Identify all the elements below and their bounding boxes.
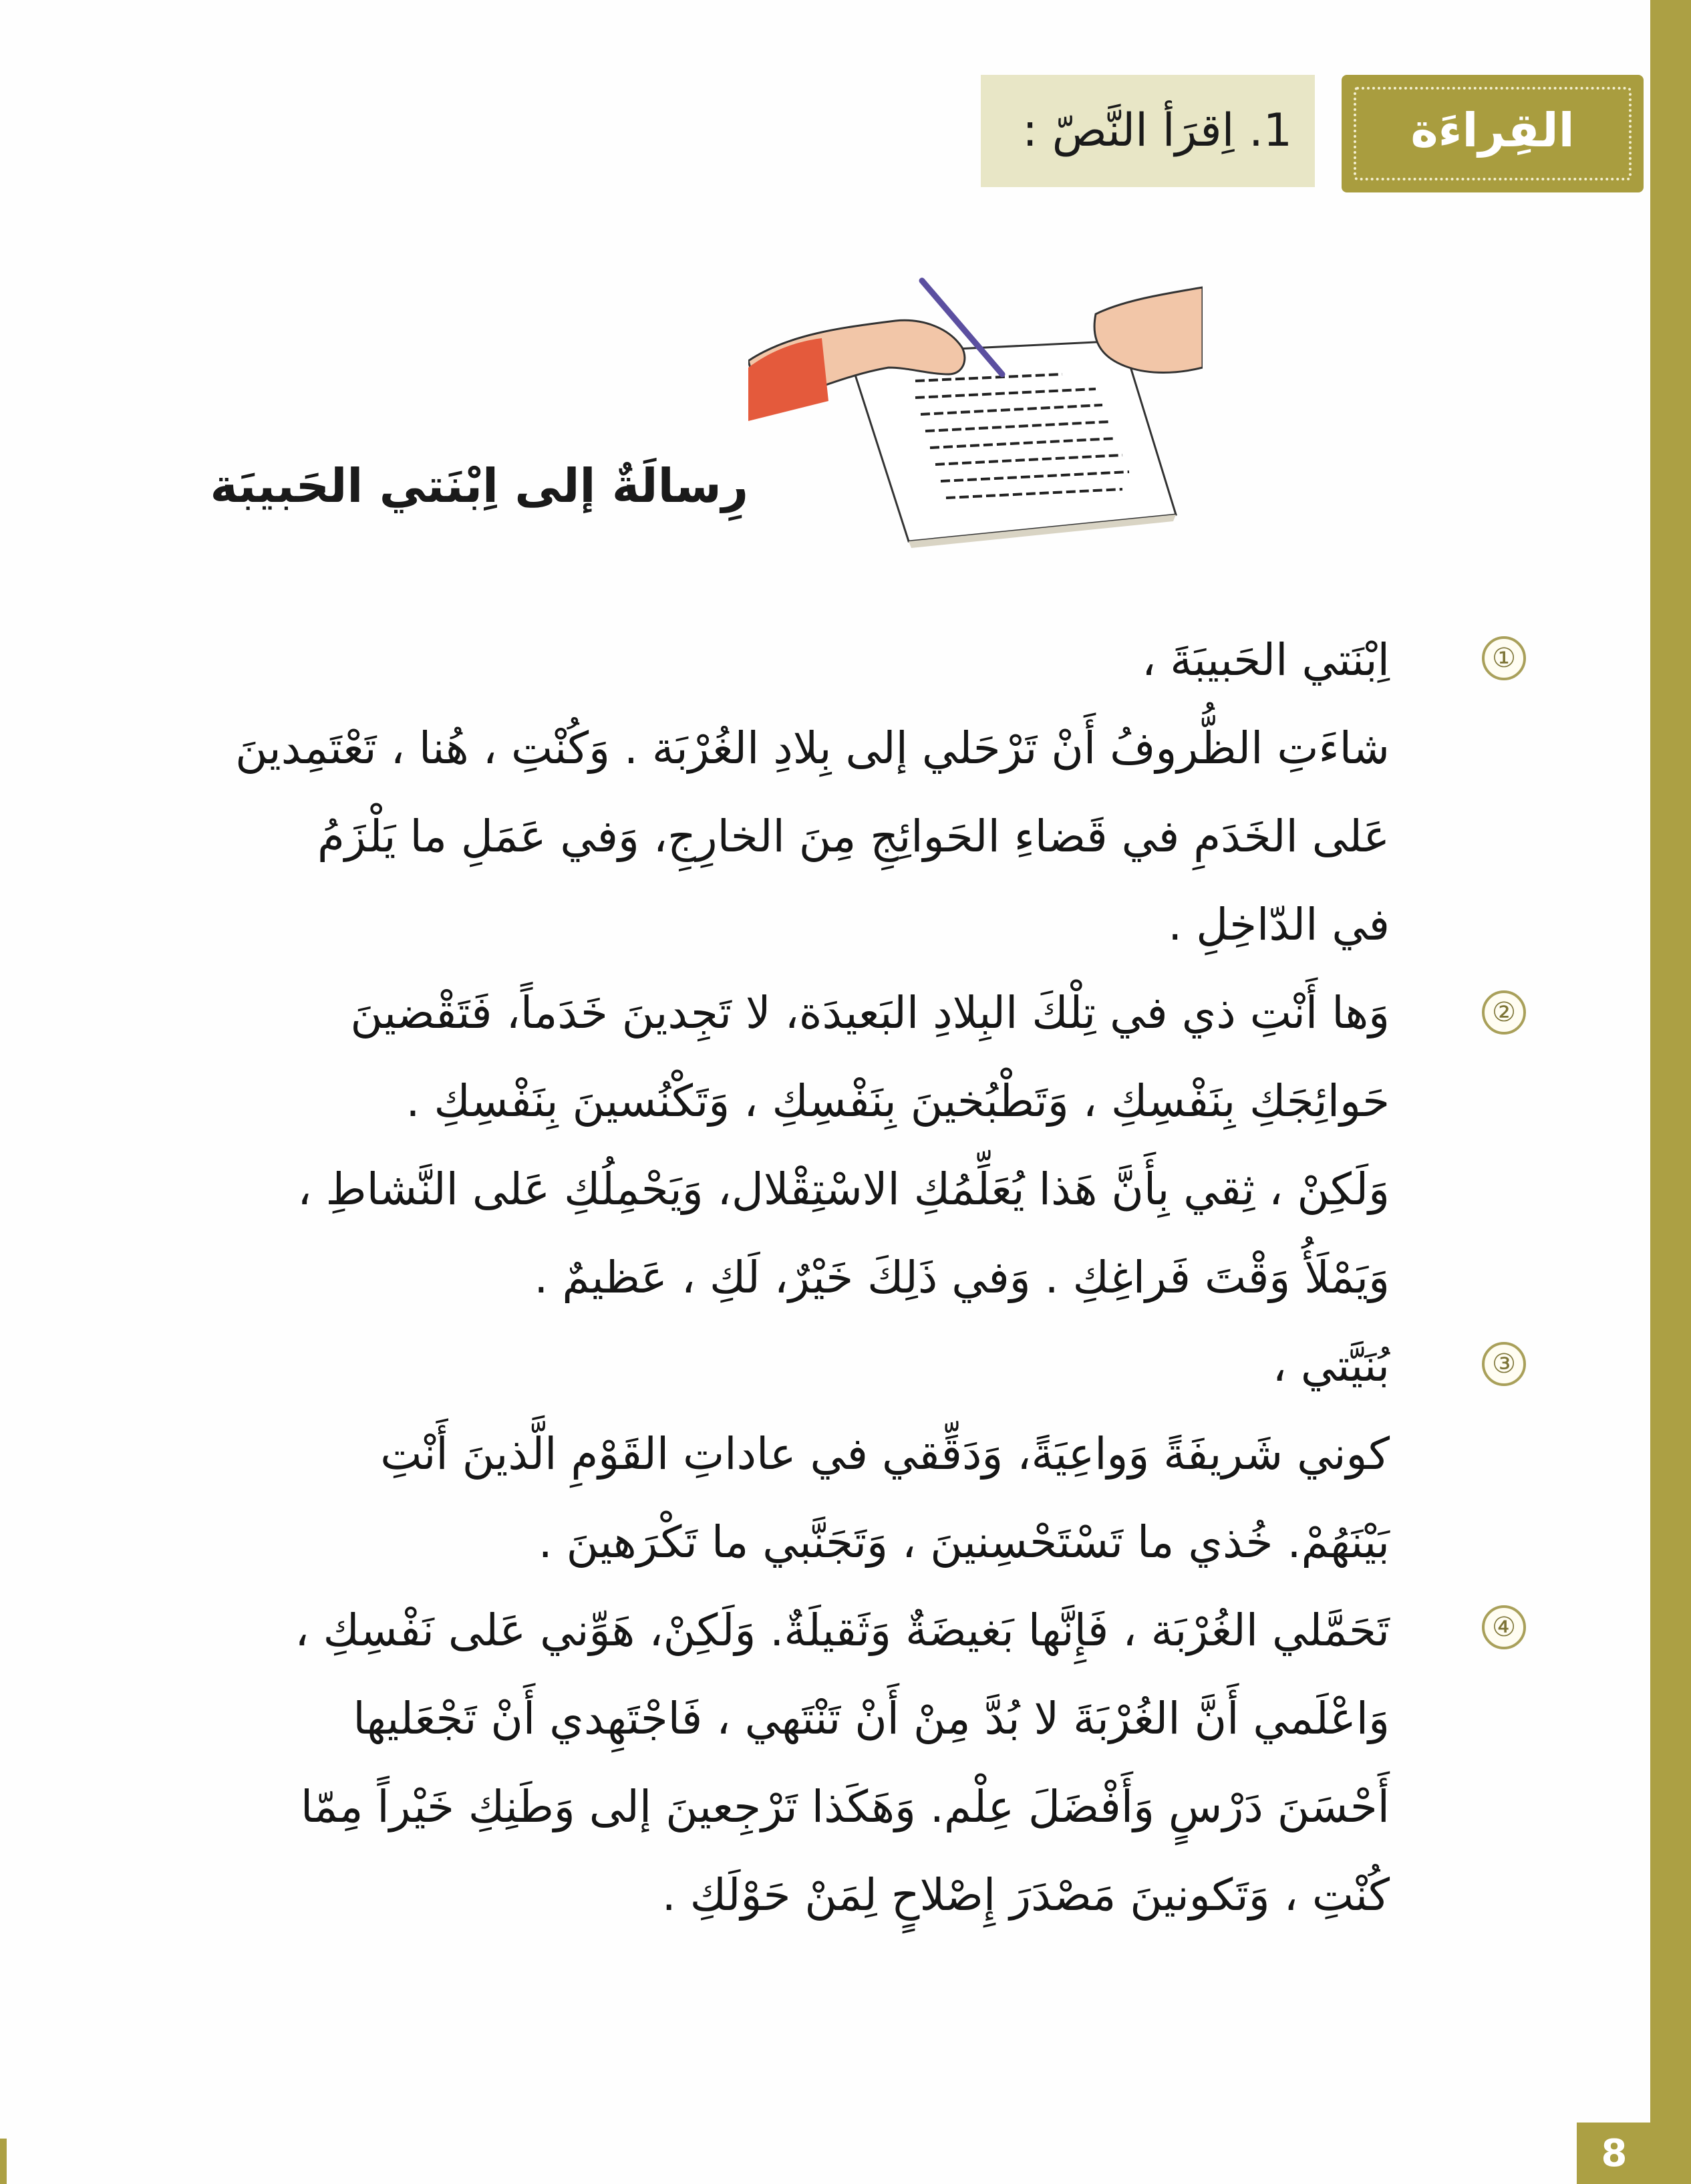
page-number bbox=[1577, 2123, 1652, 2184]
right-margin-bar bbox=[1650, 0, 1691, 2184]
text-line: كُنْتِ ، وَتَكونينَ مَصْدَرَ إِصْلاحٍ لِمَنْ حَوْلَكِ . bbox=[661, 1869, 1390, 1921]
paragraph-number-2: ② bbox=[1482, 990, 1526, 1035]
text-line: وَيَمْلَأُ وَقْتَ فَراغِكِ . وَفي ذَلِكَ خَيْرٌ، لَكِ ، عَظيمٌ . bbox=[534, 1252, 1390, 1303]
text-line: تَحَمَّلي الغُرْبَة ، فَإِنَّها بَغيضَةٌ وَثَقيلَةٌ. وَلَكِنْ، هَوِّني عَلى نَفْسِكِ ، bbox=[295, 1605, 1390, 1656]
text-line: وَها أَنْتِ ذي في تِلْكَ البِلادِ البَعيدَة، لا تَجِدينَ خَدَماً، فَتَقْضينَ bbox=[350, 987, 1390, 1039]
text-line: أَحْسَنَ دَرْسٍ وَأَفْضَلَ عِلْم. وَهَكَذا تَرْجِعينَ إلى وَطَنِكِ خَيْراً مِمّا bbox=[300, 1781, 1390, 1832]
instruction-text: 1. اِقرَأ النَّصّ : bbox=[1022, 104, 1292, 157]
text-line: بَيْنَهُمْ. خُذي ما تَسْتَحْسِنينَ ، وَتَجَنَّبي ما تَكْرَهينَ . bbox=[538, 1516, 1390, 1568]
text-line: بُنَيَّتي ، bbox=[1272, 1340, 1390, 1391]
text-line: حَوائِجَكِ بِنَفْسِكِ ، وَتَطْبُخينَ بِنَفْسِكِ ، وَتَكْنُسينَ بِنَفْسِكِ . bbox=[406, 1075, 1390, 1127]
paragraph-number-1: ① bbox=[1482, 636, 1526, 680]
paragraph-number-4: ④ bbox=[1482, 1605, 1526, 1649]
text-line: شاءَتِ الظُّروفُ أَنْ تَرْحَلي إلى بِلادِ الغُرْبَة . وَكُنْتِ ، هُنا ، تَعْتَمِدينَ bbox=[235, 722, 1390, 774]
letter-title: رِسالَةٌ إلى اِبْنَتي الحَبيبَة bbox=[210, 458, 748, 513]
section-title: القِراءَة bbox=[1410, 103, 1575, 158]
hands-writing-letter-icon bbox=[748, 274, 1203, 555]
text-line: في الدّاخِلِ . bbox=[1168, 899, 1390, 950]
page-number-text: 8 bbox=[1601, 2132, 1628, 2175]
text-line: اِبْنَتي الحَبيبَةَ ، bbox=[1142, 634, 1390, 686]
text-line: وَلَكِنْ ، ثِقي بِأَنَّ هَذا يُعَلِّمُكِ الاسْتِقْلال، وَيَحْمِلُكِ عَلى النَّشاطِ ، bbox=[297, 1164, 1390, 1215]
text-line: عَلى الخَدَمِ في قَضاءِ الحَوائِجِ مِنَ الخارِجِ، وَفي عَمَلِ ما يَلْزَمُ bbox=[317, 811, 1390, 862]
paragraph-number-3: ③ bbox=[1482, 1342, 1526, 1386]
text-line: كوني شَريفَةً وَواعِيَةً، وَدَقِّقي في عاداتِ القَوْمِ الَّذينَ أَنْتِ bbox=[380, 1428, 1390, 1480]
section-badge bbox=[1342, 75, 1644, 192]
instruction-label bbox=[981, 75, 1315, 187]
text-line: وَاعْلَمي أَنَّ الغُرْبَةَ لا بُدَّ مِنْ أَنْ تَنْتَهي ، فَاجْتَهِدي أَنْ تَجْعَليها bbox=[353, 1693, 1390, 1744]
left-margin-accent bbox=[0, 2139, 7, 2184]
